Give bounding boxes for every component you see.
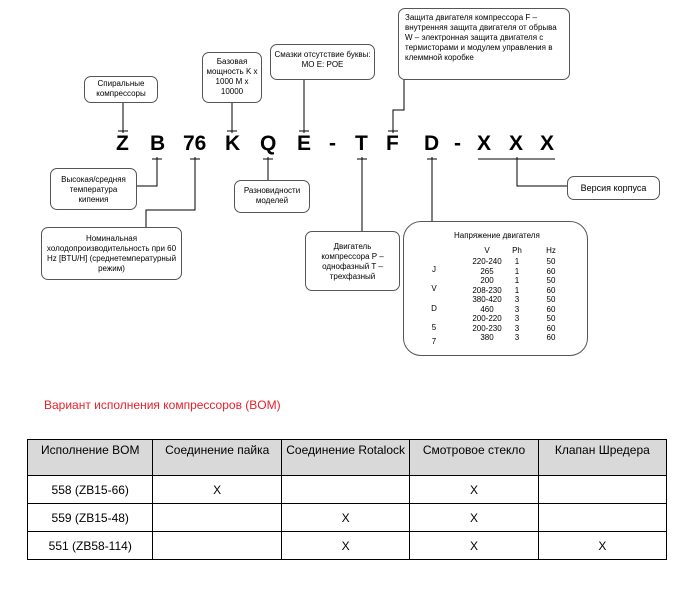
label-protection: Защита двигателя компрессора F – внутренняя защита двигателя от обрыва W – электронная защита двигателя с термисторами и модулем управления в клеммной коробке — [398, 8, 570, 80]
bom-cell: X — [538, 532, 666, 560]
bom-header: Соединение Rotalock — [281, 440, 409, 476]
bom-cell: 551 (ZB58-114) — [28, 532, 153, 560]
voltage-ph: 3 — [514, 323, 520, 333]
label-housing: Версия корпуса — [567, 176, 660, 200]
bom-header: Исполнение BOM — [28, 440, 153, 476]
label-oil: Смазки отсутствие буквы: МО E: POE — [270, 44, 375, 80]
bom-cell: X — [410, 476, 538, 504]
line-f — [393, 79, 404, 133]
voltage-v: 208-230 — [472, 285, 502, 295]
voltage-ph: 1 — [514, 257, 520, 266]
bom-cell: X — [153, 476, 281, 504]
code-char: Z — [116, 132, 129, 155]
table-row — [28, 504, 667, 532]
bom-cell: X — [410, 532, 538, 560]
bom-cell — [538, 504, 666, 532]
code-char: K — [225, 132, 241, 155]
bom-cell — [538, 476, 666, 504]
code-char: X — [477, 132, 492, 155]
bom-header-row — [28, 440, 667, 476]
voltage-hz: 50 — [546, 257, 556, 266]
voltage-hz: 50 — [546, 314, 556, 323]
line-xxx — [517, 157, 567, 186]
code-char: 76 — [183, 132, 207, 155]
voltage-v: 380-420 — [472, 295, 502, 304]
voltage-ph: 1 — [514, 285, 520, 295]
bom-cell: X — [281, 532, 409, 560]
code-char: T — [355, 132, 368, 155]
voltage-hz: 60 — [546, 266, 556, 276]
voltage-header: Hz — [546, 246, 556, 255]
line-76 — [146, 157, 195, 228]
voltage-hz: 60 — [546, 304, 556, 314]
label-varieties: Разновидности моделей — [234, 180, 310, 213]
voltage-title: Напряжение двигателя — [454, 231, 540, 240]
bom-header: Смотровое стекло — [410, 440, 538, 476]
code-char: X — [540, 132, 555, 155]
voltage-v: 460 — [480, 304, 494, 314]
voltage-header: V — [484, 246, 490, 255]
voltage-v: 265 — [480, 266, 494, 276]
voltage-v: 380 — [480, 333, 494, 342]
table-row — [28, 476, 667, 504]
voltage-code: D — [431, 304, 437, 313]
voltage-code: V — [431, 284, 437, 293]
voltage-table — [415, 246, 575, 346]
voltage-code: 7 — [431, 337, 437, 346]
voltage-hz: 50 — [546, 276, 556, 285]
voltage-hz: 60 — [546, 333, 556, 342]
voltage-hz: 60 — [546, 323, 556, 333]
code-char: - — [454, 132, 461, 155]
bom-cell: X — [410, 504, 538, 532]
voltage-header: Ph — [512, 246, 522, 255]
bom-cell — [153, 532, 281, 560]
bom-table — [27, 439, 667, 560]
voltage-hz: 60 — [546, 285, 556, 295]
voltage-code: 5 — [431, 323, 437, 332]
bom-header: Клапан Шредера — [538, 440, 666, 476]
voltage-ph: 3 — [514, 333, 520, 342]
label-base-power: Базовая мощность K x 1000 M x 10000 — [202, 52, 262, 103]
voltage-ph: 3 — [514, 295, 520, 304]
code-char: E — [297, 132, 312, 155]
code-char: X — [509, 132, 524, 155]
table-row — [28, 532, 667, 560]
voltage-ph: 1 — [514, 276, 520, 285]
voltage-v: 200 — [480, 276, 494, 285]
code-char: D — [424, 132, 440, 155]
code-char: F — [386, 132, 399, 155]
bom-cell: 558 (ZB15-66) — [28, 476, 153, 504]
line-b — [137, 157, 157, 186]
voltage-ph: 3 — [514, 304, 520, 314]
bom-cell: X — [281, 504, 409, 532]
voltage-ph: 1 — [514, 266, 520, 276]
code-char: B — [150, 132, 166, 155]
voltage-ph: 3 — [514, 314, 520, 323]
label-spiral: Спиральные компрессоры — [84, 76, 158, 103]
voltage-hz: 50 — [546, 295, 556, 304]
voltage-v: 220-240 — [472, 257, 502, 266]
label-temperature: Высокая/средняя температура кипения — [50, 168, 137, 210]
bom-cell — [281, 476, 409, 504]
voltage-v: 200-220 — [472, 314, 502, 323]
label-capacity: Номинальная холодопроизводительность при 60 Hz [BTU/H] (среднетемпературный режим) — [41, 227, 182, 280]
code-char: Q — [260, 132, 277, 155]
bom-header: Соединение пайка — [153, 440, 281, 476]
label-motor: Двигатель компрессора P – однофазный T – трехфазный — [305, 231, 400, 291]
bom-title: Вариант исполнения компрессоров (BOM) — [44, 398, 281, 412]
code-char: - — [329, 132, 336, 155]
voltage-v: 200-230 — [472, 323, 502, 333]
bom-cell — [153, 504, 281, 532]
voltage-code: J — [432, 265, 436, 274]
bom-cell: 559 (ZB15-48) — [28, 504, 153, 532]
